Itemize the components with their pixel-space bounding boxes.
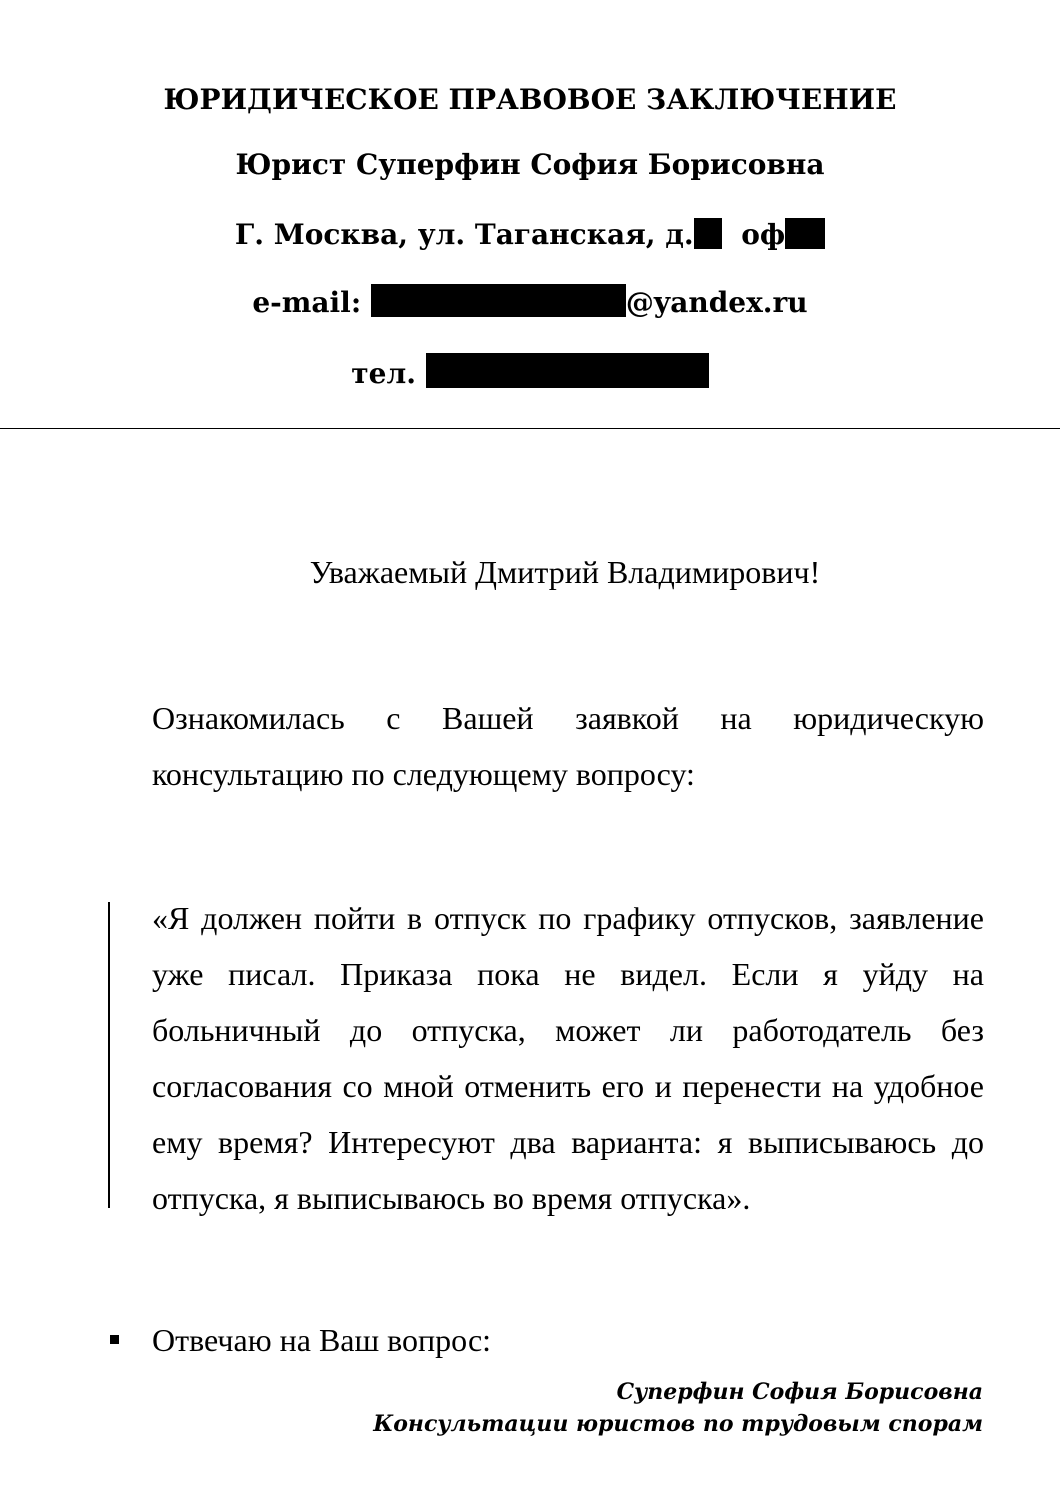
client-question-quote: «Я должен пойти в отпуск по графику отпусков, заявление уже писал. Приказа пока не видел. Если я уйду на больничный до отпуска, может ли работодатель без согласования со мной отменить его и перенести на удобное ему время? Интересуют два варианта: я выписываюсь до отпуска, я выписываюсь во время отпуска». [152, 900, 984, 1216]
redacted-phone-number [426, 353, 709, 388]
address-office-label: оф [741, 218, 786, 251]
phone-label: тел. [351, 357, 416, 390]
document-title: ЮРИДИЧЕСКОЕ ПРАВОВОЕ ЗАКЛЮЧЕНИЕ [163, 83, 897, 116]
redacted-email-user [371, 284, 626, 317]
answer-intro: Отвечаю на Ваш вопрос: [152, 1322, 492, 1358]
address-prefix: Г. Москва, ул. Таганская, д. [234, 218, 694, 251]
bullet-marker [110, 1335, 119, 1344]
quote-bar [108, 902, 110, 1208]
lawyer-line: Юрист Суперфин София Борисовна [235, 148, 825, 181]
header-divider [0, 428, 1060, 429]
email-domain: @yandex.ru [625, 286, 808, 319]
intro-paragraph: Ознакомилась с Вашей заявкой на юридическую консультацию по следующему вопросу: [152, 700, 984, 792]
redacted-office-number [785, 218, 825, 249]
redacted-house-number [694, 218, 722, 249]
email-line [0, 284, 1060, 321]
phone-line [0, 353, 1060, 392]
signature-caption: Консультации юристов по трудовым спорам [373, 1411, 983, 1437]
address-line [0, 217, 1060, 253]
email-label: e-mail: [252, 286, 362, 319]
signature-name: Суперфин София Борисовна [616, 1379, 983, 1405]
salutation: Уважаемый Дмитрий Владимирович! [309, 554, 821, 590]
